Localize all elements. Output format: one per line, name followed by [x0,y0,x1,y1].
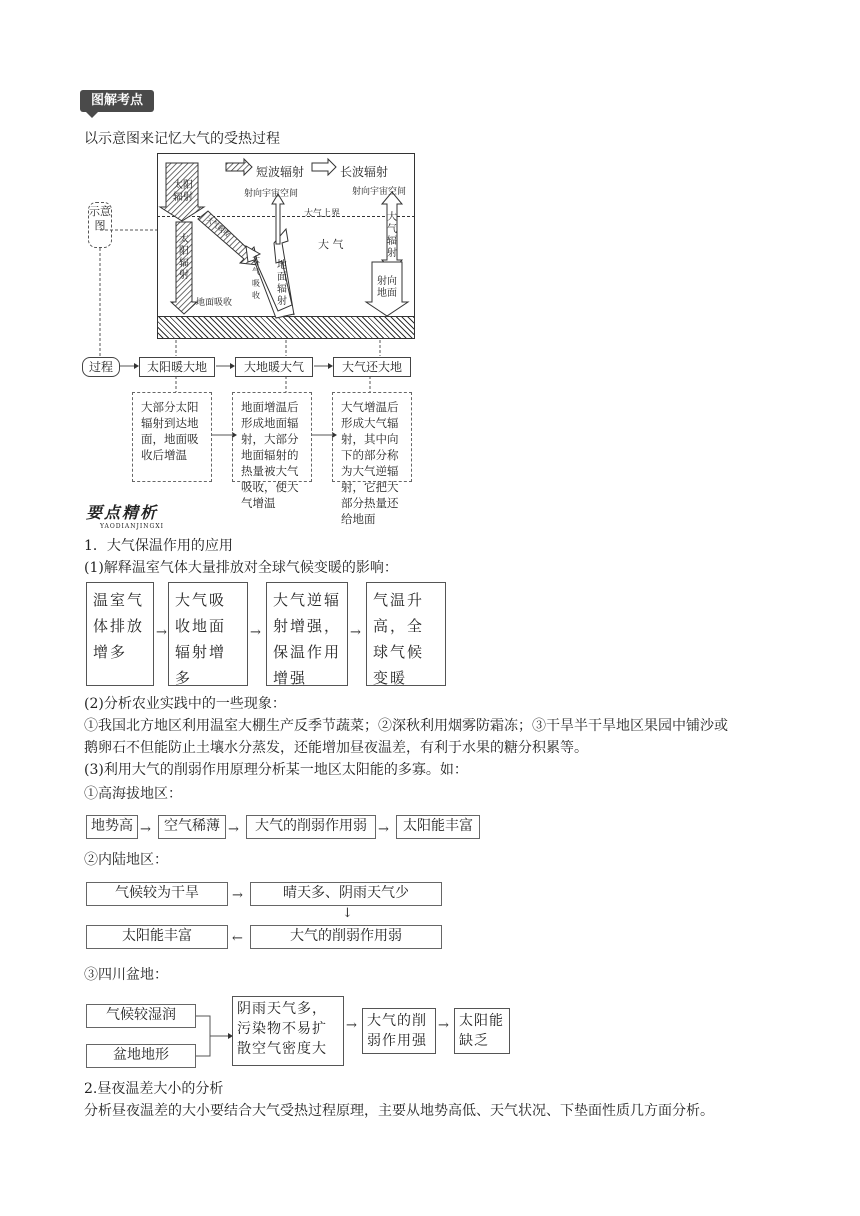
chain4-box-1: 气候较湿润 [86,1004,196,1028]
chain3-arrow-3: ← [232,931,243,946]
s1-point-2-body-2: 鹅卵石不但能防止土壤水分蒸发，还能增加昼夜温差，有利于水果的糖分积累等。 [84,740,588,756]
chain3-box-1: 气候较为干旱 [86,882,228,906]
chain2-arrow-2: → [228,822,239,837]
section-2-body: 分析昼夜温差的大小要结合大气受热过程原理，主要从地势高低、天气状况、下垫面性质几方面分析。 [84,1103,714,1119]
legend-long-wave-label: 长波辐射 [340,165,389,179]
atmosphere-label: 大 气 [318,238,344,251]
ground-radiation-label: 地面辐射 [277,260,287,307]
intro-text: 以示意图来记忆大气的受热过程 [84,131,280,147]
chain2-arrow-3: → [378,822,389,837]
solar-radiation2-label: 太阳辐射 [179,234,189,281]
chain3-box-4: 太阳能丰富 [86,925,228,949]
long-wave-legend-icon [312,159,336,175]
step-1: 太阳暖大地 [139,357,215,377]
chain4-arrow-2: → [346,1018,357,1033]
chain1-box-4: 气温升高，全球气候变暖 [366,582,446,686]
chain3-box-3: 大气的削弱作用弱 [250,925,442,949]
ground-absorb-label: 地面吸收 [196,298,233,308]
atm-absorb-small-label: 大气吸收 [204,215,232,239]
s1-point-1: (1)解释温室气体大量排放对全球气候变暖的影响： [84,560,398,576]
explanation-2: 地面增温后形成地面辐射，大部分地面辐射的热量被大气吸收，使大气增温 [232,392,312,482]
chain3-box-2: 晴天多、阴雨天气少 [250,882,442,906]
chain3-arrow-2: ↓ [342,906,353,921]
section-1-title: 1．大气保温作用的应用 [84,538,233,554]
chain2-box-4: 太阳能丰富 [396,815,480,839]
chain4-box-3: 阴雨天气多，污染物不易扩散空气密度大 [232,996,344,1066]
chain2-arrow-1: → [140,822,151,837]
solar-radiation-label: 太阳辐射 [173,180,193,203]
short-wave-legend-icon [226,159,252,175]
chain2-box-1: 地势高 [86,815,138,839]
schematic-side-label: 示意图 [89,205,111,232]
atm-radiation-label: 大气辐射 [387,212,397,259]
chain2-box-2: 空气稀薄 [158,815,226,839]
toward-ground-label: 射向地面 [377,276,397,299]
section-2-title: 2.昼夜温差大小的分析 [84,1081,224,1097]
chain1-box-3: 大气逆辐射增强，保温作用增强 [266,582,348,686]
chain1-arrow-3: → [350,625,361,640]
atmosphere-top-label: 大气上界 [304,209,341,219]
diagram-arrows [0,0,860,500]
key-points-title: 要点精析 [86,503,159,522]
key-points-subtitle: YAODIANJINGXI [100,523,164,530]
step-2: 大地暖大气 [235,357,313,377]
chain2-box-3: 大气的削弱作用弱 [246,815,376,839]
schematic-side-box [88,202,112,248]
chain1-arrow-2: → [250,625,261,640]
chain3-arrow-1: → [232,888,243,903]
section-tag-diagram: 图解考点 [80,90,154,112]
case-1-title: ①高海拔地区： [84,786,182,802]
s1-point-2: (2)分析农业实践中的一些现象： [84,696,286,712]
case-3-title: ③四川盆地： [84,967,168,983]
space-left-label: 射向宇宙空间 [244,189,299,199]
explanation-1: 大部分太阳辐射到达地面，地面吸收后增温 [132,392,212,482]
s1-point-2-body-1: ①我国北方地区利用温室大棚生产反季节蔬菜；②深秋利用烟雾防霜冻；③干旱半干旱地区果园中铺沙或 [84,718,728,734]
space-right-label: 射向宇宙空间 [352,187,407,197]
chain4-box-5: 太阳能缺乏 [454,1008,510,1054]
chain4-box-2: 盆地地形 [86,1044,196,1068]
case-2-title: ②内陆地区： [84,852,168,868]
step-3: 大气还大地 [333,357,411,377]
explanation-3: 大气增温后形成大气辐射，其中向下的部分称为大气逆辐射，它把大部分热量还给地面 [332,392,412,482]
s1-point-3: (3)利用大气的削弱作用原理分析某一地区太阳能的多寡。如： [84,762,468,778]
chain4-box-4: 大气的削弱作用强 [362,1008,436,1054]
chain4-arrow-3: → [438,1018,449,1033]
legend-short-wave-label: 短波辐射 [256,165,305,179]
chain1-box-1: 温室气体排放增多 [86,582,154,686]
chain4-merge-lines [196,1010,236,1060]
key-points-banner [86,500,186,530]
process-label: 过程 [82,357,120,377]
atm-absorb-label: 大气吸收 [252,255,260,300]
chain1-arrow-1: → [156,625,167,640]
chain1-box-2: 大气吸收地面辐射增多 [168,582,248,686]
